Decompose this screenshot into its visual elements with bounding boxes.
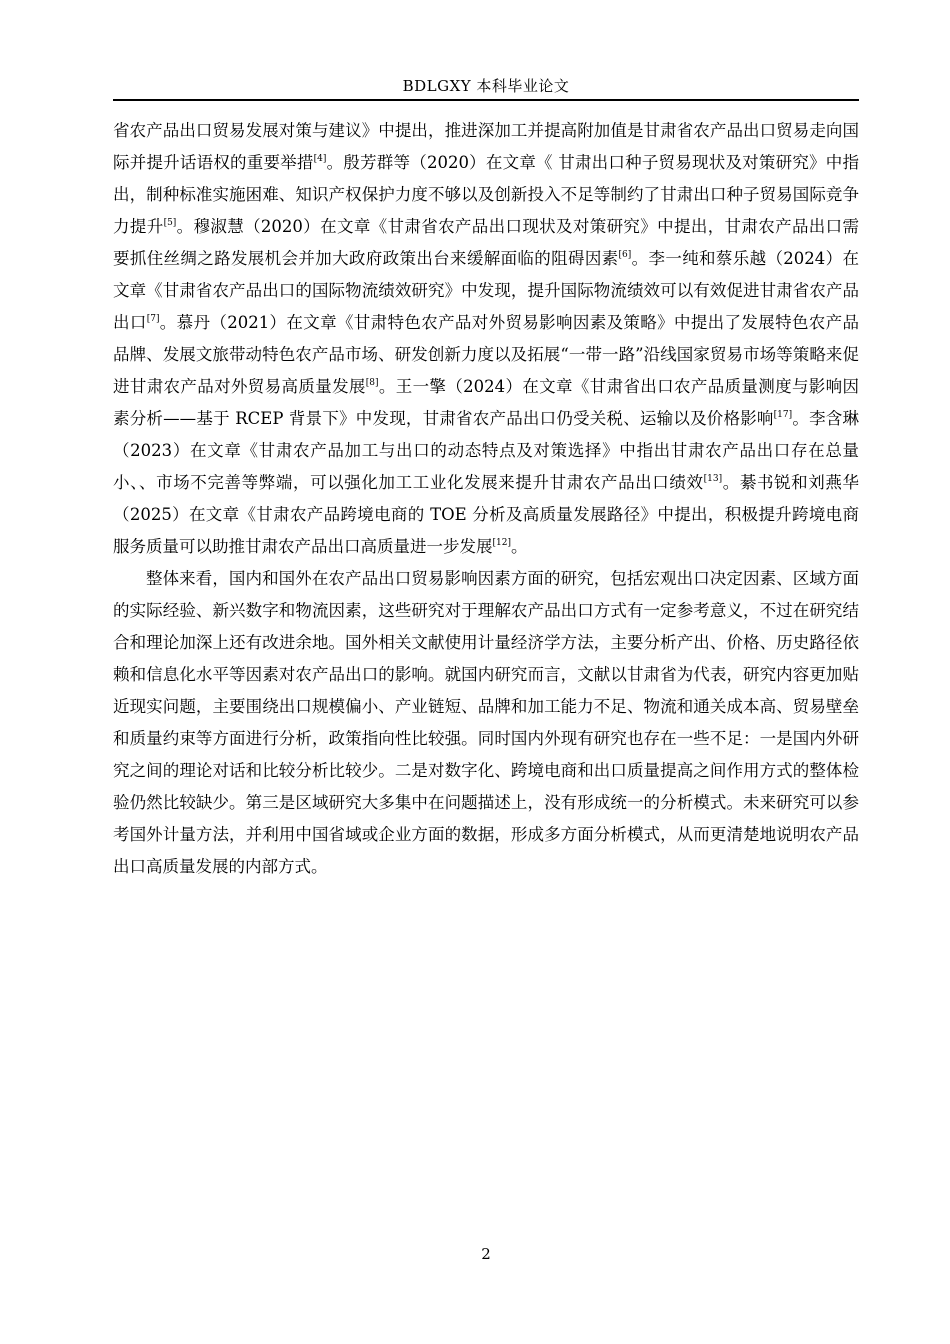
sentence: 。殷芳群等（2020）在文章《 甘肃出口种子贸易现状及对策研究》中指出，制种标准实施困难、知识产权保护力度不够以及创新投入不足等制约了甘肃出口种子贸易国际竞争力提升 [113,153,859,236]
citation: [13] [703,474,723,484]
header-divider [113,99,859,101]
sentence: 。慕丹（2021）在文章《甘肃特色农产品对外贸易影响因素及策略》中提出了发展特色农产品品牌、发展文旅带动特色农产品市场、研发创新力度以及拓展“一带一路”沿线国家贸易市场等策略来促进甘肃农产品对外贸易高质量发展 [113,313,859,396]
citation: [4] [313,154,327,164]
citation: [7] [146,314,160,324]
citation: [12] [492,538,511,548]
paragraph-summary: 整体来看，国内和国外在农产品出口贸易影响因素方面的研究，包括宏观出口决定因素、区域方面的实际经验、新兴数字和物流因素，这些研究对于理解农产品出口方式有一定参考意义，不过在研究结合和理论加深上还有改进余地。国外相关文献使用计量经济学方法，主要分析产出、价格、历史路径依赖和信息化水平等因素对农产品出口的影响。就国内研究而言，文献以甘肃省为代表，研究内容更加贴近现实问题，主要围绕出口规模偏小、产业链短、品牌和加工能力不足、物流和通关成本高、贸易壁垒和质量约束等方面进行分析，政策指向性比较强。同时国内外现有研究也存在一些不足：一是国内外研究之间的理论对话和比较分析比较少。二是对数字化、跨境电商和出口质量提高之间作用方式的整体检验仍然比较缺少。第三是区域研究大多集中在问题描述上，没有形成统一的分析模式。未来研究可以参考国外计量方法，并利用中国省域或企业方面的数据，形成多方面分析模式，从而更清楚地说明农产品出口高质量发展的内部方式。 [113,569,859,876]
sentence: 。李一纯和蔡乐越（2024）在文章《甘肃省农产品出口的国际物流绩效研究》中发现，提升国际物流绩效可以有效促进甘肃省农产品出口 [113,249,860,332]
sentence: 。王一擎（2024）在文章《甘肃省出口农产品质量测度与影响因素分析——基于 RCEP 背景下》中发现，甘肃省农产品出口仍受关税、运输以及价格影响 [113,377,860,428]
page-number: 2 [481,1245,491,1263]
citation: [6] [618,250,632,260]
sentence: 。穆淑慧（2020）在文章《甘肃省农产品出口现状及对策研究》中提出，甘肃农产品出口需要抓住丝绸之路发展机会并加大政府政策出台来缓解面临的阻碍因素 [113,217,860,268]
sentence: 。 [510,537,528,556]
citation: [5] [163,218,177,228]
sentence: 。綦书锐和刘燕华（2025）在文章《甘肃农产品跨境电商的 TOE 分析及高质量发展路径》中提出，积极提升跨境电商服务质量可以助推甘肃农产品出口高质量进一步发展 [113,473,860,556]
paragraph-literature-continued [113,115,859,563]
sentence: 。李含琳（2023）在文章《甘肃农产品加工与出口的动态特点及对策选择》中指出甘肃农产品出口存在总量小、、市场不完善等弊端，可以强化加工工业化发展来提升甘肃农产品出口绩效 [113,409,860,492]
running-header: BDLGXY 本科毕业论文 [402,77,570,95]
sentence: 省农产品出口贸易发展对策与建议》中提出，推进深加工并提高附加值是甘肃省农产品出口贸易走向国际并提升话语权的重要举措 [113,121,859,172]
citation: [17] [773,410,793,420]
citation: [8] [365,378,379,388]
body-text [113,115,859,883]
